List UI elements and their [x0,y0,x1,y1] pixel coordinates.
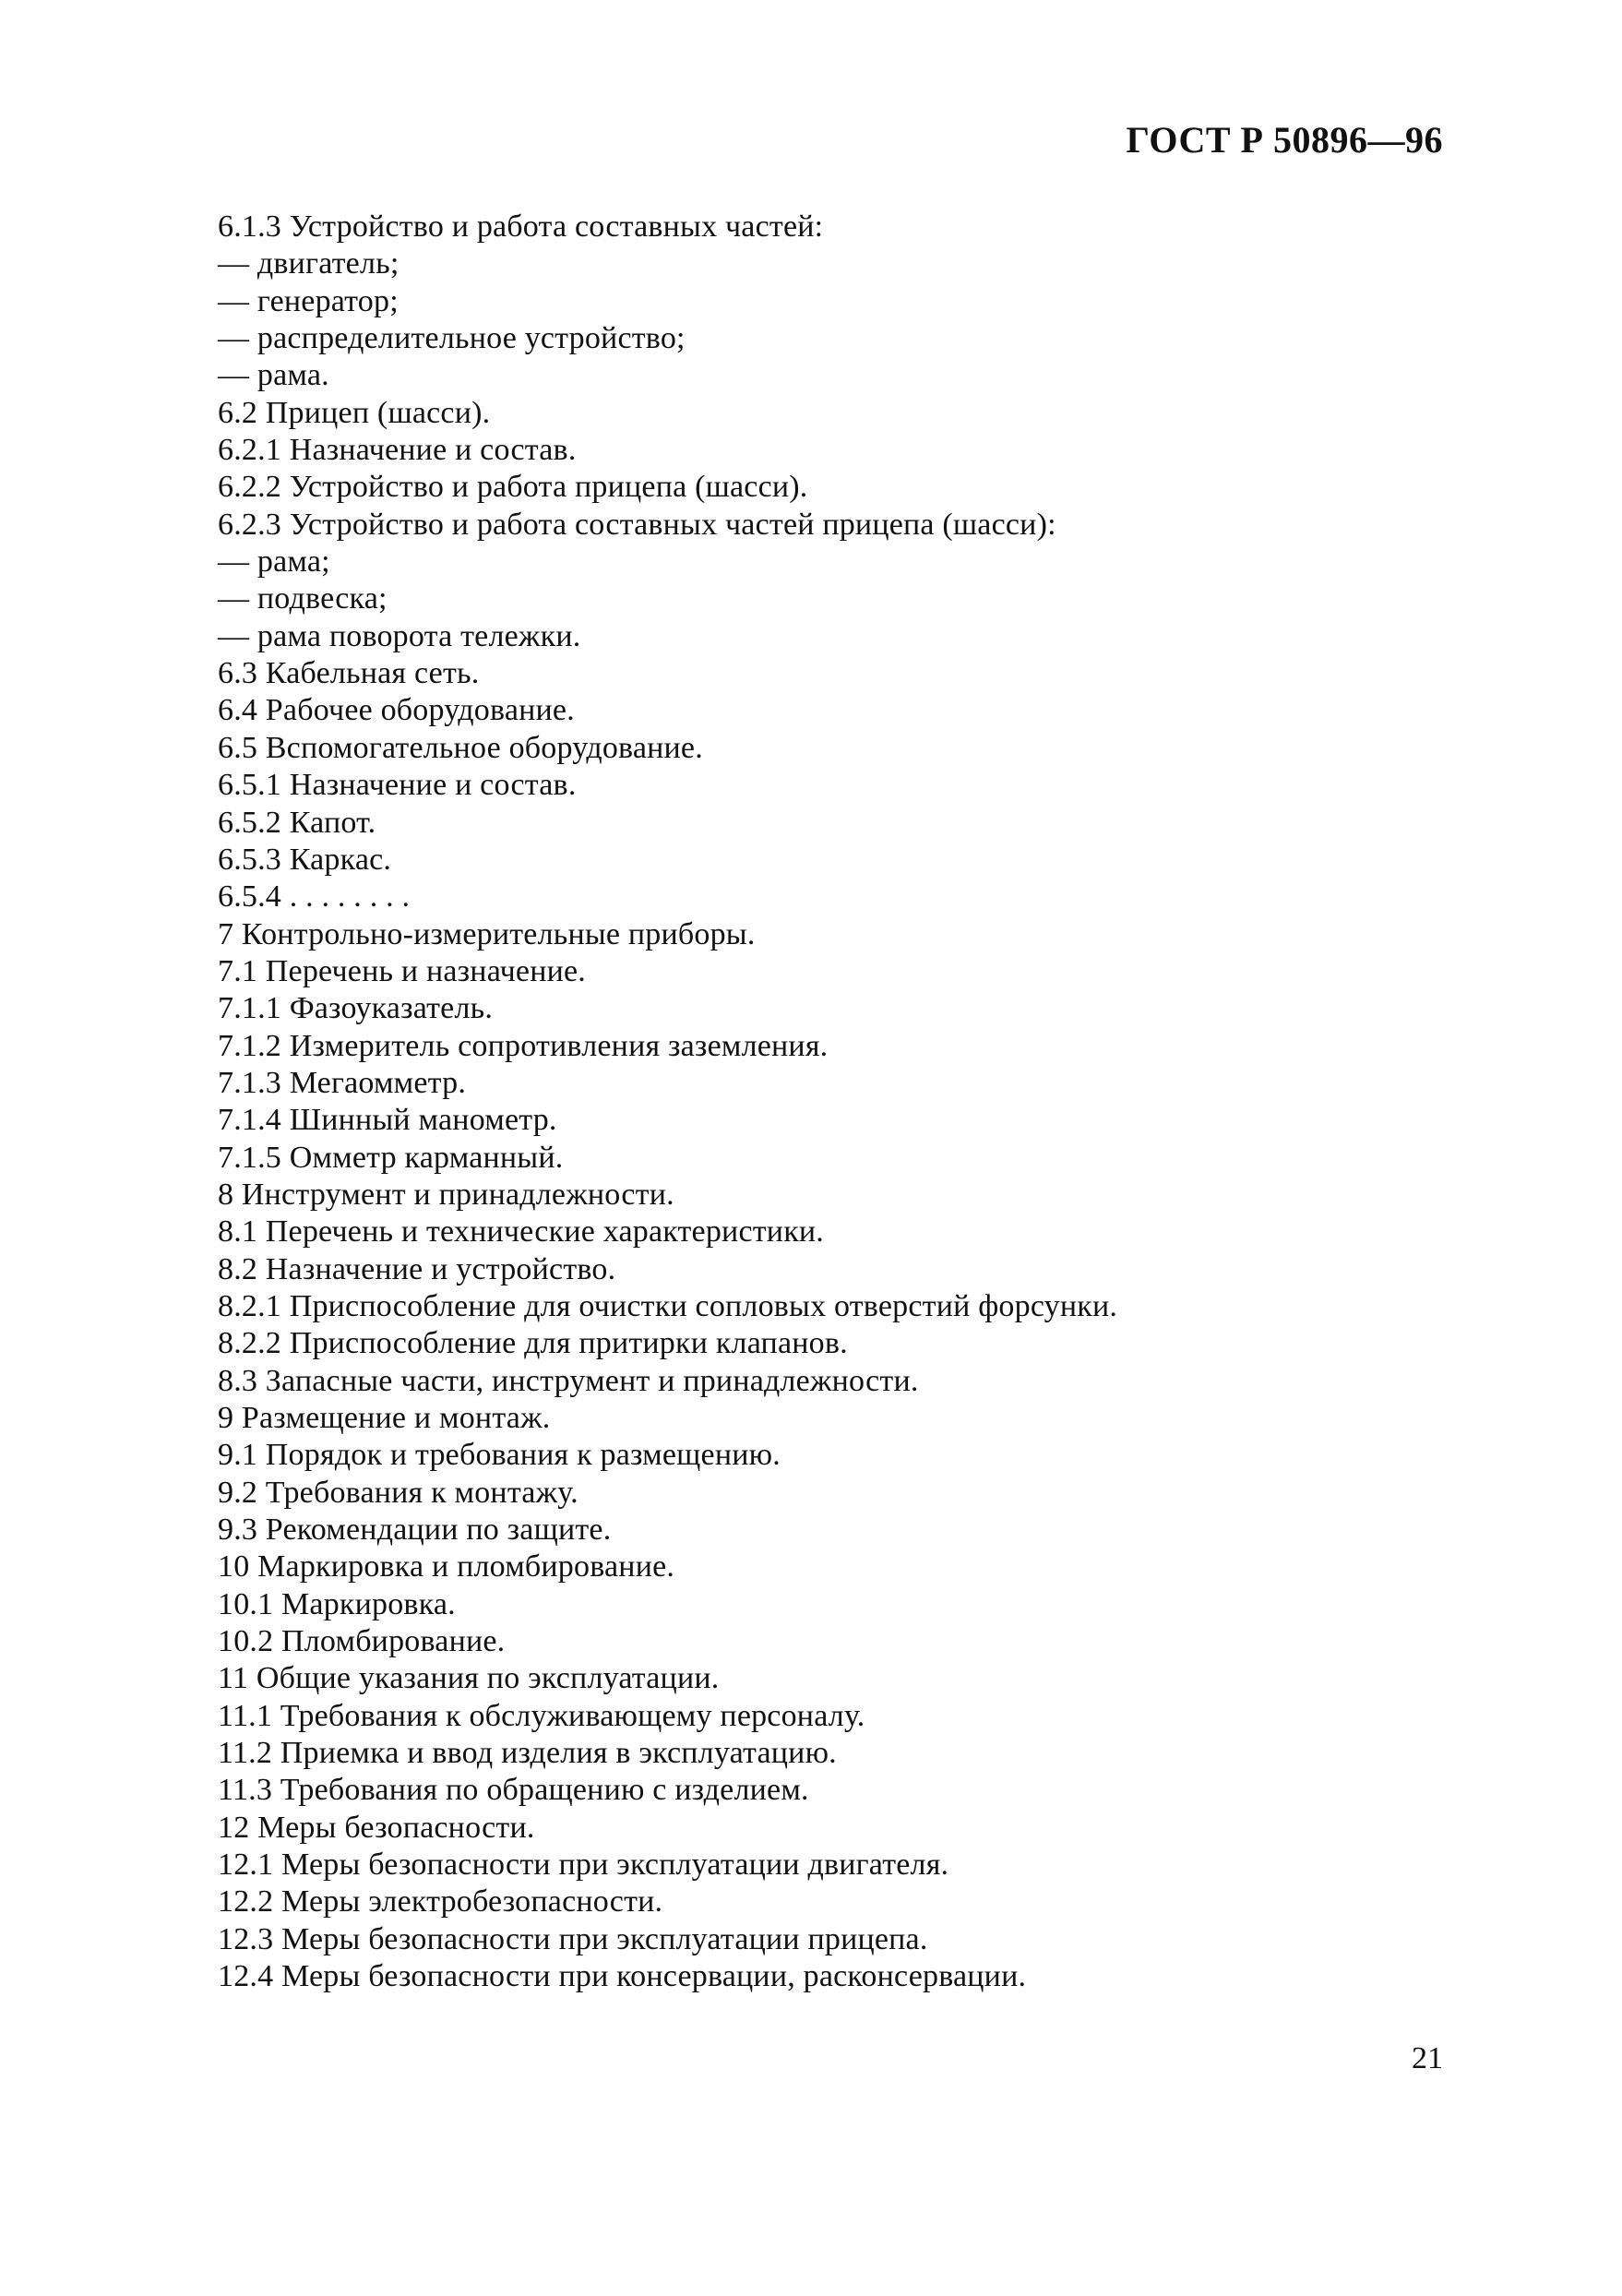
contents-line: 7 Контрольно-измерительные приборы. [218,916,756,951]
contents-line: 7.1.3 Мегаомметр. [218,1065,467,1100]
contents-line: 8.2.1 Приспособление для очистки сопловых отверстий форсунки. [218,1288,1118,1323]
contents-line: 6.1.3 Устройство и работа составных частей: [218,209,824,244]
contents-line: 12.4 Меры безопасности при консервации, расконсервации. [218,1959,1027,1994]
contents-line: 9 Размещение и монтаж. [218,1401,551,1435]
contents-line: 9.2 Требования к монтажу. [218,1475,578,1510]
contents-line: 11 Общие указания по эксплуатации. [218,1661,720,1696]
contents-line: — распределительное устройство; [218,321,686,356]
contents-line: 11.3 Требования по обращению с изделием. [218,1773,809,1808]
contents-line: 10.1 Маркировка. [218,1586,456,1621]
contents-line: — генератор; [218,283,399,318]
contents-line: 6.2.1 Назначение и состав. [218,433,577,468]
contents-line: 12.2 Меры электробезопасности. [218,1884,663,1919]
contents-line: 11.2 Приемка и ввод изделия в эксплуатацию. [218,1736,837,1771]
contents-list [218,209,1454,1996]
contents-line: 8 Инструмент и принадлежности. [218,1177,674,1212]
contents-line: 6.2 Прицеп (шасси). [218,395,491,430]
contents-line: 6.5.4 . . . . . . . . [218,879,411,915]
contents-line: 8.2 Назначение и устройство. [218,1251,616,1286]
contents-line: — двигатель; [218,246,400,281]
contents-line: — рама поворота тележки. [218,618,581,653]
contents-line: — рама; [218,544,330,580]
contents-line: — рама. [218,358,329,393]
contents-line: 12 Меры безопасности. [218,1810,535,1845]
contents-line: 8.2.2 Приспособление для притирки клапанов. [218,1326,848,1361]
contents-line: 6.5.3 Каркас. [218,842,392,877]
contents-line: 6.3 Кабельная сеть. [218,656,480,691]
contents-line: 10 Маркировка и пломбирование. [218,1549,675,1584]
contents-line: 6.5.1 Назначение и состав. [218,768,577,803]
contents-line: 6.2.2 Устройство и работа прицепа (шасси). [218,470,808,505]
contents-line: 10.2 Пломбирование. [218,1624,506,1659]
contents-line: 8.3 Запасные части, инструмент и принадлежности. [218,1363,919,1398]
contents-line: 11.1 Требования к обслуживающему персоналу. [218,1698,865,1733]
contents-line: 7.1.2 Измеритель сопротивления заземления. [218,1028,829,1063]
contents-line: 9.1 Порядок и требования к размещению. [218,1438,781,1473]
page-number: 21 [1412,2041,1443,2075]
contents-line: 12.1 Меры безопасности при эксплуатации двигателя. [218,1848,949,1883]
contents-line: 12.3 Меры безопасности при эксплуатации прицепа. [218,1921,928,1956]
contents-line: 6.2.3 Устройство и работа составных частей прицепа (шасси): [218,507,1056,542]
contents-line: 6.5.2 Капот. [218,805,376,840]
contents-line: 7.1 Перечень и назначение. [218,953,586,988]
contents-line: 6.5 Вспомогательное оборудование. [218,730,703,765]
contents-line: 6.4 Рабочее оборудование. [218,693,575,728]
contents-line: 7.1.4 Шинный манометр. [218,1103,557,1138]
contents-line: 7.1.1 Фазоуказатель. [218,991,494,1026]
contents-line: — подвеска; [218,581,388,616]
contents-line: 7.1.5 Омметр карманный. [218,1140,564,1175]
document-header: ГОСТ Р 50896—96 [1126,119,1443,161]
contents-line: 9.3 Рекомендации по защите. [218,1513,612,1548]
contents-line: 8.1 Перечень и технические характеристики. [218,1214,825,1250]
